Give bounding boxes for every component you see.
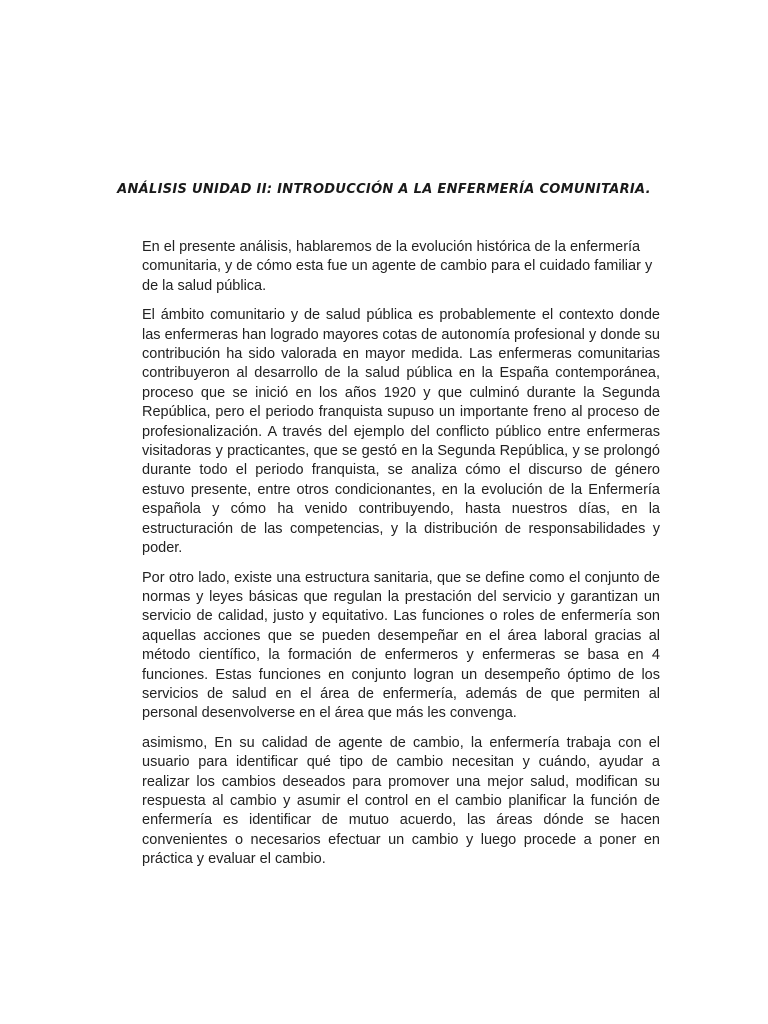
paragraph-intro: En el presente análisis, hablaremos de la evolución histórica de la enfermería comunitaria, y de cómo esta fue un agente de cambio para el cuidado familiar y de la salud pública.: [142, 239, 653, 294]
document-title: ANÁLISIS UNIDAD II: INTRODUCCIÓN A LA ENFERMERÍA COMUNITARIA.: [117, 182, 651, 197]
paragraph-health-structure: Por otro lado, existe una estructura sanitaria, que se define como el conjunto de normas y leyes básicas que regulan la prestación del servicio y garantizan un servicio de calidad, justo y equitativo. Las funciones o roles de enfermería son aquellas acciones que se pueden desempeñar en el área laboral gracias al método científico, la formación de enfermeros y enfermeras se basa en 4 funciones. Estas funciones en conjunto logran un desempeño óptimo de los servicios de salud en el área de enfermería, además de que permiten al personal desenvolverse en el área que más les convenga.: [142, 569, 660, 722]
document-body: [142, 238, 660, 880]
paragraph-community-scope: El ámbito comunitario y de salud pública es probablemente el contexto donde las enfermeras han logrado mayores cotas de autonomía profesional y donde su contribución ha sido valorada en mayor medida. Las enfermeras comunitarias contribuyeron al desarrollo de la salud pública en la España contemporánea, proceso que se inició en los años 1920 y que culminó durante la Segunda República, pero el periodo franquista supuso un importante freno al proceso de profesionalización. A través del ejemplo del conflicto público entre enfermeras visitadoras y practicantes, que se gestó en la Segunda República, y se prolongó durante todo el periodo franquista, se analiza cómo el discurso de género estuvo presente, entre otros condicionantes, en la evolución de la Enfermería española y cómo ha venido contribuyendo, hasta nuestros días, en la estructuración de las competencias, y la distribución de responsabilidades y poder.: [142, 307, 660, 557]
paragraph-change-agent: asimismo, En su calidad de agente de cambio, la enfermería trabaja con el usuario para identificar qué tipo de cambio necesitan y cuándo, ayudar a realizar los cambios deseados para promover una mejor salud, modifican su respuesta al cambio y asumir el control en el cambio planificar la función de enfermería es identificar de mutuo acuerdo, las áreas dónde se hacen convenientes o necesarios efectuar un cambio y luego procede a poner en práctica y evaluar el cambio.: [142, 734, 660, 868]
